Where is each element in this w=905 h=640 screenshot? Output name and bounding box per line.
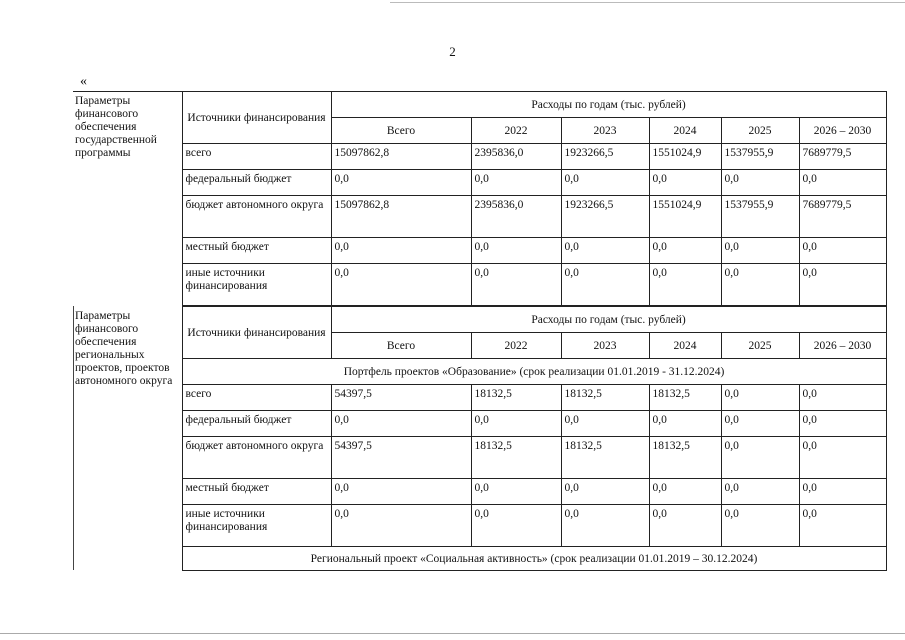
row-name: местный бюджет [182, 479, 331, 505]
cell-value: 0,0 [649, 264, 721, 306]
cell-value: 0,0 [649, 411, 721, 437]
cell-value: 0,0 [721, 411, 799, 437]
cell-value: 15097862,8 [331, 196, 471, 238]
column-header: 2022 [471, 333, 561, 359]
table-row [73, 505, 886, 547]
cell-value: 0,0 [561, 505, 649, 547]
cell-value: 0,0 [799, 437, 886, 479]
cell-value: 7689779,5 [799, 144, 886, 170]
cell-value: 0,0 [721, 437, 799, 479]
cell-value: 0,0 [331, 411, 471, 437]
left-border-line [73, 306, 74, 570]
column-header: 2026 – 2030 [799, 118, 886, 144]
cell-value: 0,0 [331, 505, 471, 547]
section-label: Параметры финансового обеспечения государственной программы [73, 92, 182, 306]
cell-value: 0,0 [331, 264, 471, 306]
cell-value: 0,0 [799, 505, 886, 547]
regional-project-title: Региональный проект «Социальная активность» (срок реализации 01.01.2019 – 30.12.2024) [182, 547, 886, 571]
cell-value: 18132,5 [649, 437, 721, 479]
cell-value: 18132,5 [471, 385, 561, 411]
table-row [73, 238, 886, 264]
row-name: всего [182, 144, 331, 170]
sources-header: Источники финансирования [182, 307, 331, 359]
column-header: Всего [331, 333, 471, 359]
cell-value: 0,0 [471, 411, 561, 437]
cell-value: 0,0 [471, 170, 561, 196]
cell-value: 0,0 [799, 264, 886, 306]
cell-value: 18132,5 [561, 437, 649, 479]
cell-value: 0,0 [721, 479, 799, 505]
cell-value: 0,0 [649, 238, 721, 264]
row-name: федеральный бюджет [182, 170, 331, 196]
cell-value: 18132,5 [471, 437, 561, 479]
cell-value: 54397,5 [331, 437, 471, 479]
column-header: 2026 – 2030 [799, 333, 886, 359]
column-header: 2024 [649, 118, 721, 144]
row-name: иные источники финансирования [182, 264, 331, 306]
cell-value: 15097862,8 [331, 144, 471, 170]
cell-value: 0,0 [561, 479, 649, 505]
sources-header: Источники финансирования [182, 92, 331, 144]
cell-value: 1551024,9 [649, 196, 721, 238]
table-row [73, 411, 886, 437]
scan-artifact-bottom [0, 633, 905, 634]
column-header: 2024 [649, 333, 721, 359]
financing-table-program [73, 91, 887, 306]
expenses-header: Расходы по годам (тыс. рублей) [331, 92, 886, 118]
row-name: иные источники финансирования [182, 505, 331, 547]
scan-artifact-top [390, 2, 905, 3]
cell-value: 0,0 [721, 170, 799, 196]
cell-value: 0,0 [561, 264, 649, 306]
cell-value: 0,0 [721, 264, 799, 306]
cell-value: 1537955,9 [721, 144, 799, 170]
cell-value: 0,0 [649, 170, 721, 196]
cell-value: 0,0 [471, 264, 561, 306]
cell-value: 0,0 [561, 411, 649, 437]
cell-value: 0,0 [649, 479, 721, 505]
row-name: бюджет автономного округа [182, 437, 331, 479]
cell-value: 54397,5 [331, 385, 471, 411]
row-name: местный бюджет [182, 238, 331, 264]
cell-value: 0,0 [471, 505, 561, 547]
cell-value: 0,0 [799, 479, 886, 505]
cell-value: 0,0 [799, 385, 886, 411]
cell-value: 0,0 [471, 238, 561, 264]
cell-value: 0,0 [721, 238, 799, 264]
column-header: 2023 [561, 118, 649, 144]
table-row [73, 264, 886, 306]
cell-value: 0,0 [331, 170, 471, 196]
row-name: всего [182, 385, 331, 411]
table-row [73, 170, 886, 196]
page-number: 2 [449, 44, 456, 59]
cell-value: 1551024,9 [649, 144, 721, 170]
table-row [73, 144, 886, 170]
portfolio-title: Портфель проектов «Образование» (срок реализации 01.01.2019 - 31.12.2024) [182, 359, 886, 385]
cell-value: 0,0 [649, 505, 721, 547]
table-row [73, 437, 886, 479]
cell-value: 0,0 [561, 238, 649, 264]
cell-value: 1923266,5 [561, 144, 649, 170]
opening-quote: « [80, 74, 87, 89]
cell-value: 0,0 [721, 505, 799, 547]
row-name: бюджет автономного округа [182, 196, 331, 238]
cell-value: 0,0 [799, 238, 886, 264]
cell-value: 0,0 [471, 479, 561, 505]
row-name: федеральный бюджет [182, 411, 331, 437]
cell-value: 1537955,9 [721, 196, 799, 238]
column-header: 2022 [471, 118, 561, 144]
column-header: Всего [331, 118, 471, 144]
cell-value: 2395836,0 [471, 196, 561, 238]
table-row [73, 196, 886, 238]
section-label: Параметры финансового обеспечения региональных проектов, проектов автономного округа [73, 307, 182, 571]
cell-value: 7689779,5 [799, 196, 886, 238]
cell-value: 0,0 [331, 238, 471, 264]
table-row [73, 385, 886, 411]
cell-value: 18132,5 [649, 385, 721, 411]
cell-value: 1923266,5 [561, 196, 649, 238]
cell-value: 0,0 [799, 170, 886, 196]
financing-table-projects [73, 306, 887, 571]
expenses-header: Расходы по годам (тыс. рублей) [331, 307, 886, 333]
table-row [73, 479, 886, 505]
cell-value: 18132,5 [561, 385, 649, 411]
cell-value: 0,0 [331, 479, 471, 505]
column-header: 2025 [721, 333, 799, 359]
column-header: 2023 [561, 333, 649, 359]
cell-value: 0,0 [799, 411, 886, 437]
cell-value: 2395836,0 [471, 144, 561, 170]
cell-value: 0,0 [561, 170, 649, 196]
cell-value: 0,0 [721, 385, 799, 411]
column-header: 2025 [721, 118, 799, 144]
